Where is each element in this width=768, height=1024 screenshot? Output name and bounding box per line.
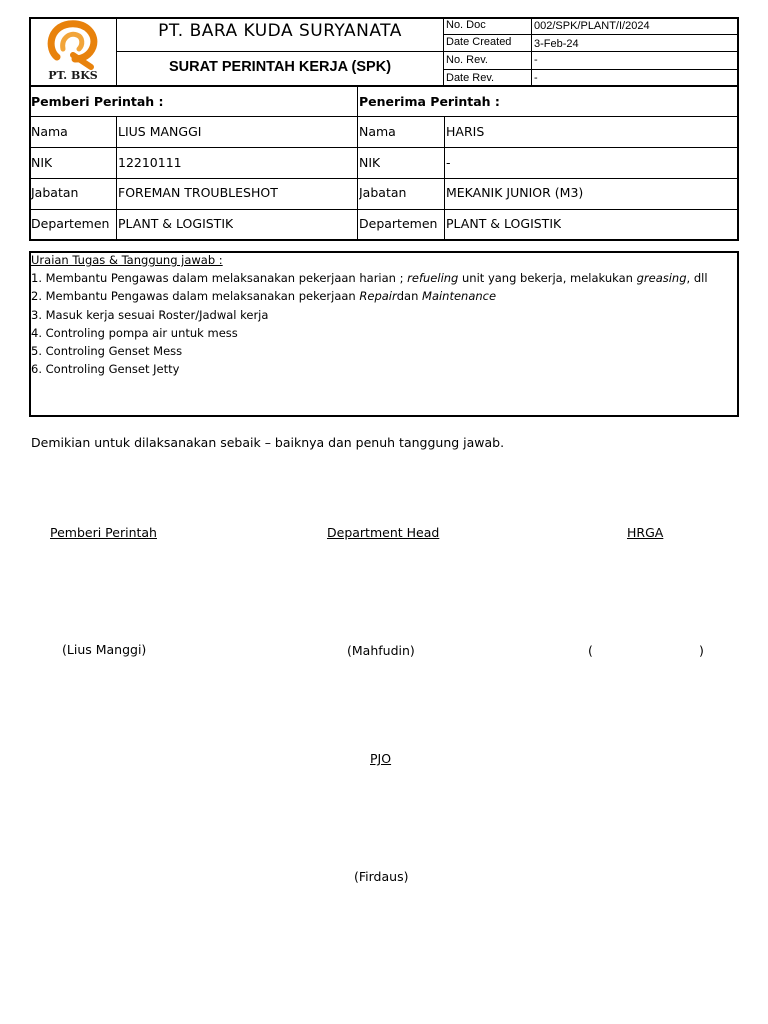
receiver-label-nama: Nama (359, 124, 396, 139)
signature-role-pjo: PJO (370, 751, 392, 766)
receiver-value-nik: - (446, 155, 451, 170)
task-item-5: 5. Controling Genset Mess (31, 344, 183, 358)
receiver-value-nama: HARIS (446, 124, 485, 139)
tasks-heading: Uraian Tugas & Tanggung jawab : (31, 253, 223, 267)
task-item-1 (31, 271, 708, 285)
signature-name-dept-head: (Mahfudin) (347, 643, 415, 658)
signature-role-hrga: HRGA (627, 525, 664, 540)
task-1-text-d: greasing (636, 271, 687, 285)
giver-value-departemen: PLANT & LOGISTIK (118, 216, 234, 231)
task-1-text-b: refueling (407, 271, 459, 285)
giver-value-nik: 12210111 (118, 155, 182, 170)
receiver-title: Penerima Perintah : (359, 94, 500, 109)
meta-label-no-rev: No. Rev. (446, 54, 488, 66)
task-1-text-a: 1. Membantu Pengawas dalam melaksanakan pekerjaan harian ; (31, 271, 408, 285)
task-2-text-a: 2. Membantu Pengawas dalam melaksanakan pekerjaan (31, 289, 360, 303)
giver-value-nama: LIUS MANGGI (118, 124, 202, 139)
task-1-text-c: unit yang bekerja, melakukan (458, 271, 637, 285)
signature-hrga-close-paren: ) (699, 643, 704, 658)
meta-value-date-rev: - (534, 72, 538, 84)
task-2-text-c: dan (396, 289, 423, 303)
meta-label-date-rev: Date Rev. (446, 72, 495, 84)
signature-hrga-open-paren: ( (588, 643, 593, 658)
task-item-2 (31, 289, 496, 303)
signature-role-dept-head: Department Head (327, 525, 440, 540)
receiver-value-departemen: PLANT & LOGISTIK (446, 216, 562, 231)
meta-value-date-created: 3-Feb-24 (534, 38, 579, 50)
task-item-6: 6. Controling Genset Jetty (31, 362, 180, 376)
signature-name-giver: (Lius Manggi) (62, 642, 147, 657)
company-name: PT. BARA KUDA SURYANATA (158, 21, 402, 41)
receiver-label-jabatan: Jabatan (359, 185, 407, 200)
logo-text: PT. BKS (48, 69, 98, 82)
giver-label-nama: Nama (31, 124, 68, 139)
task-2-text-b: Repair (359, 289, 397, 303)
giver-value-jabatan: FOREMAN TROUBLESHOT (118, 185, 278, 200)
task-2-text-d: Maintenance (422, 289, 497, 303)
receiver-value-jabatan: MEKANIK JUNIOR (M3) (446, 185, 584, 200)
meta-label-no-doc: No. Doc (446, 19, 486, 31)
signature-name-pjo: (Firdaus) (354, 869, 409, 884)
company-logo (35, 19, 111, 83)
receiver-label-departemen: Departemen (359, 216, 438, 231)
signature-role-giver: Pemberi Perintah (50, 525, 157, 540)
giver-label-departemen: Departemen (31, 216, 110, 231)
meta-label-date-created: Date Created (446, 36, 512, 48)
task-1-text-e: , dll (686, 271, 708, 285)
meta-value-no-doc: 002/SPK/PLANT/I/2024 (534, 20, 650, 32)
task-item-4: 4. Controling pompa air untuk mess (31, 326, 238, 340)
giver-label-nik: NIK (31, 155, 53, 170)
bks-logo-icon (35, 19, 111, 83)
closing-statement: Demikian untuk dilaksanakan sebaik – baiknya dan penuh tanggung jawab. (31, 435, 505, 450)
receiver-label-nik: NIK (359, 155, 381, 170)
giver-label-jabatan: Jabatan (31, 185, 79, 200)
task-item-3: 3. Masuk kerja sesuai Roster/Jadwal kerja (31, 308, 269, 322)
giver-title: Pemberi Perintah : (31, 94, 164, 109)
document-title: SURAT PERINTAH KERJA (SPK) (168, 59, 392, 75)
meta-value-no-rev: - (534, 54, 538, 66)
